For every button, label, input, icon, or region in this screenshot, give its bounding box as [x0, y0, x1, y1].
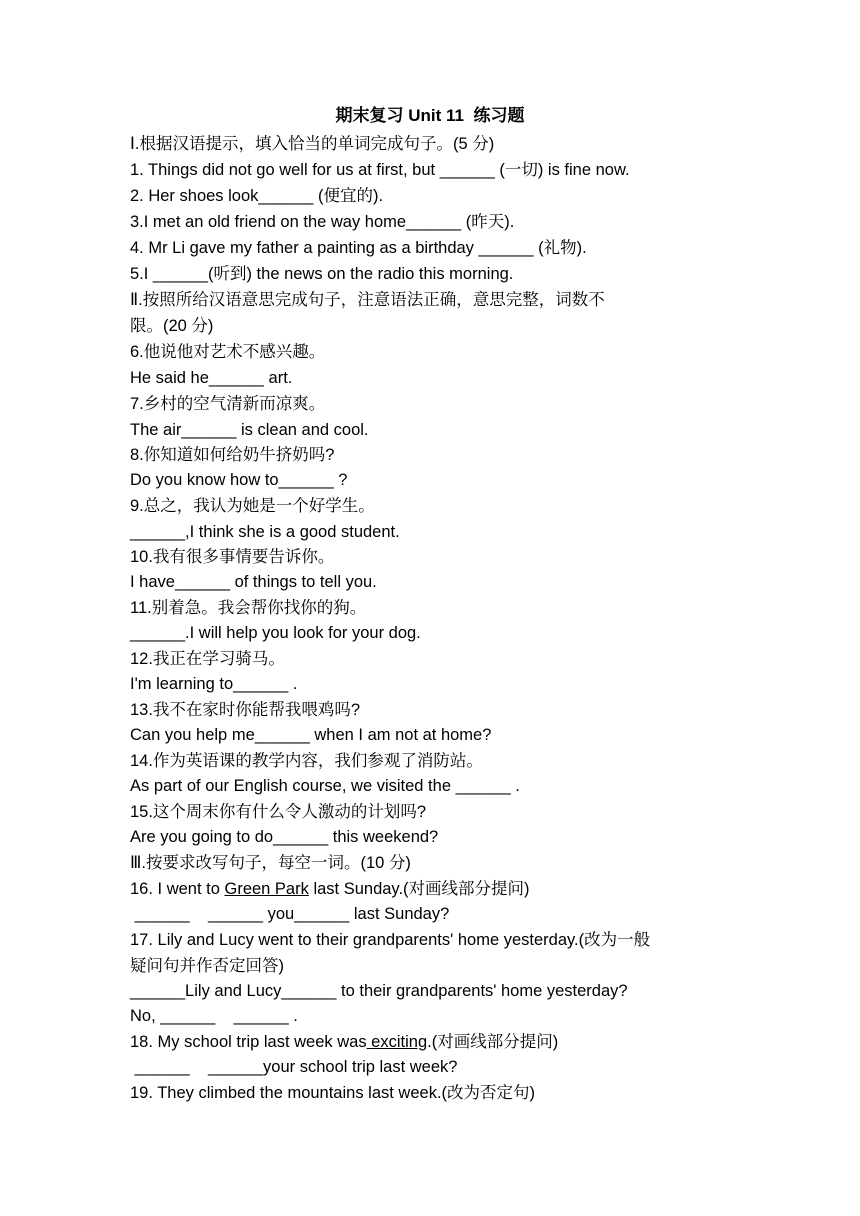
- question-16-pre: 16. I went to: [130, 880, 225, 898]
- question-14-english: As part of our English course, we visited the ______ .: [130, 777, 520, 795]
- section-1-heading: Ⅰ.根据汉语提示，填入恰当的单词完成句子。(5 分): [130, 135, 495, 153]
- section-3-heading: Ⅲ.按要求改写句子，每空一词。(10 分): [130, 854, 411, 872]
- question-18: [130, 1030, 740, 1055]
- question-12-chinese: 12.我正在学习骑马。: [130, 650, 285, 668]
- question-18-post: .(对画线部分提问): [427, 1033, 559, 1051]
- section-2-heading-cont: 限。(20 分): [130, 317, 214, 335]
- question-13-chinese: 13.我不在家时你能帮我喂鸡吗?: [130, 701, 361, 719]
- question-17-blanks: ______Lily and Lucy______ to their grandparents' home yesterday?: [130, 982, 628, 1000]
- question-16: [130, 877, 740, 902]
- section-2-heading: Ⅱ.按照所给汉语意思完成句子，注意语法正确，意思完整，词数不: [130, 291, 605, 309]
- question-14-chinese: 14.作为英语课的教学内容，我们参观了消防站。: [130, 752, 483, 770]
- question-8-chinese: 8.你知道如何给奶牛挤奶吗?: [130, 446, 335, 464]
- question-6-english: He said he______ art.: [130, 369, 293, 387]
- question-8-english: Do you know how to______ ?: [130, 471, 348, 489]
- question-4: 4. Mr Li gave my father a painting as a birthday ______ (礼物).: [130, 239, 587, 257]
- question-6-chinese: 6.他说他对艺术不感兴趣。: [130, 343, 326, 361]
- question-9-english: ______,I think she is a good student.: [130, 523, 400, 541]
- question-17-cont: 疑问句并作否定回答): [130, 957, 284, 975]
- question-5: 5.I ______(听到) the news on the radio this morning.: [130, 265, 514, 283]
- question-17: 17. Lily and Lucy went to their grandparents' home yesterday.(改为一般: [130, 931, 651, 949]
- question-16-post: last Sunday.(对画线部分提问): [308, 880, 530, 898]
- question-17-answer: No, ______ ______ .: [130, 1007, 298, 1025]
- question-13-english: Can you help me______ when I am not at home?: [130, 726, 492, 744]
- question-19: 19. They climbed the mountains last week.(改为否定句): [130, 1084, 536, 1102]
- question-10-chinese: 10.我有很多事情要告诉你。: [130, 548, 335, 566]
- question-2: 2. Her shoes look______ (便宜的).: [130, 187, 384, 205]
- question-10-english: I have______ of things to tell you.: [130, 573, 377, 591]
- question-18-pre: 18. My school trip last week was: [130, 1033, 367, 1051]
- question-12-english: I'm learning to______ .: [130, 675, 298, 693]
- page-title: 期末复习 Unit 11 练习题: [335, 106, 525, 125]
- question-3: 3.I met an old friend on the way home______ (昨天).: [130, 213, 515, 231]
- question-7-english: The air______ is clean and cool.: [130, 421, 369, 439]
- question-15-english: Are you going to do______ this weekend?: [130, 828, 439, 846]
- question-16-underlined: Green Park: [224, 880, 309, 898]
- question-15-chinese: 15.这个周末你有什么令人激动的计划吗?: [130, 803, 427, 821]
- question-18-blanks: ______ ______your school trip last week?: [130, 1058, 458, 1076]
- question-1: 1. Things did not go well for us at first, but ______ (一切) is fine now.: [130, 161, 630, 179]
- question-18-underlined: exciting: [366, 1033, 428, 1051]
- question-7-chinese: 7.乡村的空气清新而凉爽。: [130, 395, 326, 413]
- question-11-english: ______.I will help you look for your dog.: [130, 624, 421, 642]
- question-9-chinese: 9.总之，我认为她是一个好学生。: [130, 497, 375, 515]
- question-16-blanks: ______ ______ you______ last Sunday?: [130, 905, 450, 923]
- question-11-chinese: 11.别着急。我会帮你找你的狗。: [130, 599, 367, 617]
